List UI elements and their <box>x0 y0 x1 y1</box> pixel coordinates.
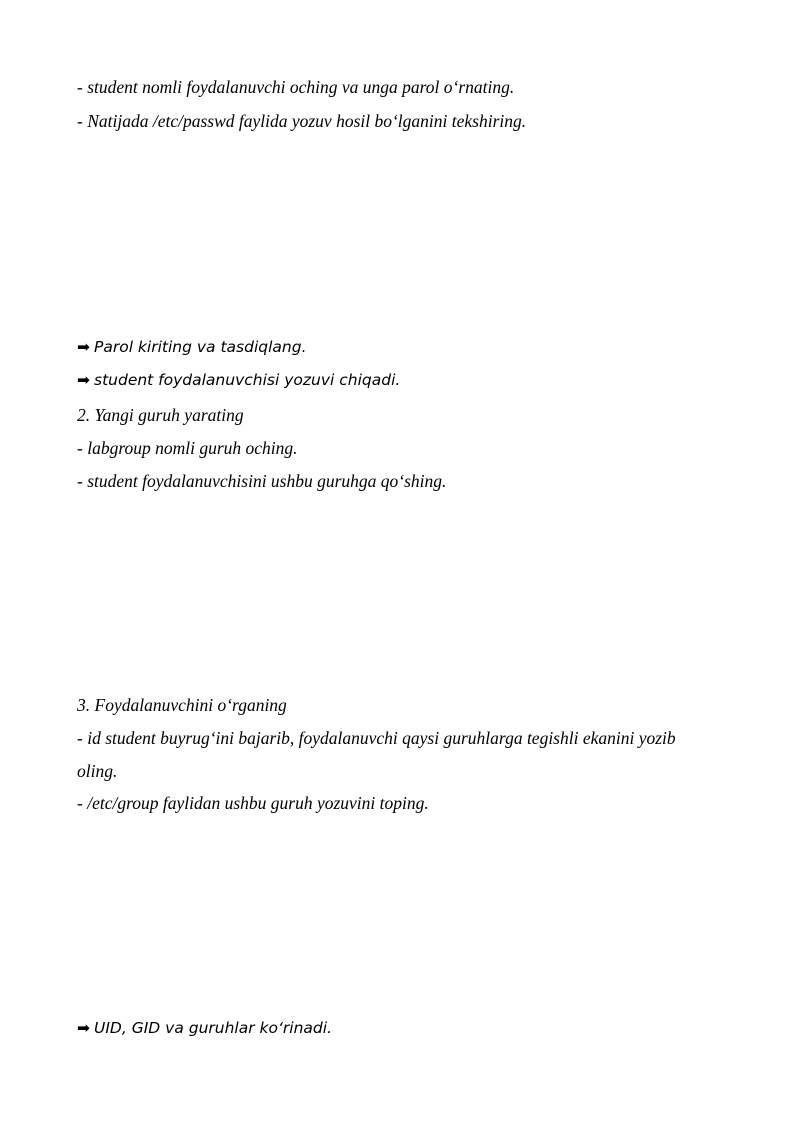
result-student-entry <box>77 373 400 389</box>
task3-item-group-file: - /etc/group faylidan ushbu guruh yozuvini toping. <box>77 793 429 813</box>
result-uid-gid <box>77 1021 332 1037</box>
result-text: UID, GID va guruhlar ko‘rinadi. <box>94 1019 332 1037</box>
arrow-right-icon: ➡ <box>77 371 90 389</box>
arrow-right-icon: ➡ <box>77 1019 90 1037</box>
task1-item-check-passwd: - Natijada /etc/passwd faylida yozuv hosil bo‘lganini tekshiring. <box>77 111 527 131</box>
result-enter-password <box>77 340 307 356</box>
result-text: Parol kiriting va tasdiqlang. <box>94 338 307 356</box>
arrow-right-icon: ➡ <box>77 338 90 356</box>
task1-item-create-user: - student nomli foydalanuvchi oching va unga parol o‘rnating. <box>77 77 515 97</box>
task2-heading: 2. Yangi guruh yarating <box>77 405 244 425</box>
task3-heading: 3. Foydalanuvchini o‘rganing <box>77 695 287 715</box>
task3-item-id-line1: - id student buyrug‘ini bajarib, foydalanuvchi qaysi guruhlarga tegishli ekanini yozib <box>77 728 676 748</box>
task3-item-id-line2: oling. <box>77 761 118 781</box>
result-text: student foydalanuvchisi yozuvi chiqadi. <box>94 371 401 389</box>
task2-item-labgroup: - labgroup nomli guruh oching. <box>77 438 298 458</box>
task2-item-add-student: - student foydalanuvchisini ushbu guruhga qo‘shing. <box>77 471 447 491</box>
